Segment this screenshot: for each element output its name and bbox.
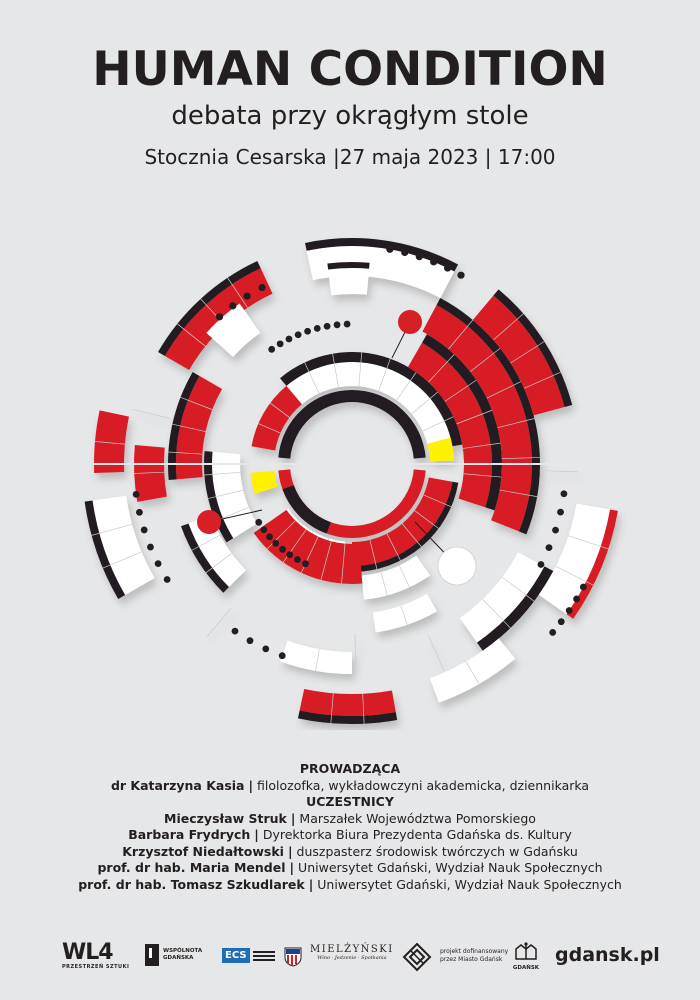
moderator-role: filolozofka, wykładowczyni akademicka, dziennikarka	[257, 777, 590, 793]
ecs-mark: ECS	[222, 948, 250, 963]
poster-title: HUMAN CONDITION	[92, 42, 608, 97]
mielzynski-tagline: Wino · Jedzenie · Spotkania	[317, 955, 387, 961]
ring-segment	[298, 689, 397, 724]
ring-segment	[280, 641, 352, 674]
event-details	[0, 145, 700, 169]
participant-role: Dyrektorka Biura Prezydenta Gdańska ds. Kultury	[262, 827, 572, 842]
moderator-row	[0, 778, 700, 795]
participant-name: Barbara Frydrych	[128, 827, 251, 842]
participant-name: prof. dr hab. Tomasz Szkudlarek	[78, 876, 305, 892]
moderator-name: dr Katarzyna Kasia	[110, 777, 245, 793]
participant-name: Krzysztof Niedałtowski	[122, 843, 284, 859]
event-time: 17:00	[497, 145, 556, 169]
dot-row	[232, 628, 286, 659]
participant-role: Marszałek Województwa Pomorskiego	[299, 810, 536, 826]
credits-block	[0, 761, 700, 893]
wl4-mark: WL4	[62, 940, 113, 965]
ecs-lines-icon	[253, 949, 275, 963]
participants-heading: UCZESTNICY	[306, 794, 394, 809]
round-table-graphic	[0, 190, 700, 730]
ring-segment	[158, 261, 273, 370]
poster-subtitle: debata przy okrągłym stole	[171, 101, 529, 131]
emblem-icon[interactable]	[284, 947, 302, 971]
mielzynski-logo[interactable]	[310, 944, 394, 961]
knot-logo-icon[interactable]	[402, 942, 432, 976]
ring-segment	[250, 471, 277, 494]
participant-row	[0, 844, 700, 861]
separator: |	[289, 860, 295, 875]
dot-row	[268, 321, 350, 353]
event-venue: Stocznia Cesarska	[144, 145, 327, 169]
funding-note	[440, 948, 508, 963]
wl4-caption: PRZESTRZEŃ SZTUKI	[62, 964, 130, 970]
ring-segment	[373, 594, 437, 632]
funding-line1: projekt dofinansowany	[440, 948, 509, 955]
participant-row	[0, 827, 700, 844]
wspolnota-line1: WSPÓLNOTA	[163, 948, 203, 954]
gdansk-crest-icon[interactable]	[512, 941, 540, 971]
separator: |	[290, 810, 296, 826]
ecs-logo[interactable]	[222, 948, 275, 963]
wspolnota-mark-icon	[145, 944, 159, 966]
gdansk-crest-label: GDAŃSK	[512, 965, 540, 971]
participant-row	[0, 811, 700, 828]
wspolnota-gdanska-logo[interactable]	[145, 944, 202, 966]
participant-row	[0, 877, 700, 894]
participant-name: prof. dr hab. Maria Mendel	[97, 860, 286, 875]
moderator-heading: PROWADZĄCA	[299, 761, 401, 776]
event-date: 27 maja 2023	[339, 145, 479, 169]
separator: |	[333, 145, 340, 169]
separator: |	[484, 145, 492, 169]
separator: |	[287, 843, 293, 859]
participant-name: Mieczysław Struk	[164, 810, 287, 826]
separator: |	[248, 777, 254, 793]
participant-row	[0, 860, 700, 877]
participant-role: duszpasterz środowisk twórczych w Gdańsku	[296, 843, 578, 859]
gdansk-pl-link[interactable]: gdansk.pl	[555, 944, 660, 966]
ring-segment	[430, 639, 515, 703]
wl4-logo[interactable]	[62, 942, 129, 970]
sponsor-logos	[0, 940, 700, 980]
mielzynski-name: MIELŻYŃSKI	[310, 944, 394, 955]
ring-segment	[85, 496, 155, 599]
funding-line2: przez Miasto Gdańsk	[440, 955, 503, 963]
participant-role: Uniwersytet Gdański, Wydział Nauk Społecznych	[298, 860, 603, 875]
separator: |	[254, 827, 259, 842]
participant-role: Uniwersytet Gdański, Wydział Nauk Społecznych	[317, 876, 622, 892]
wspolnota-line2: GDAŃSKA	[163, 955, 194, 961]
separator: |	[308, 876, 314, 892]
